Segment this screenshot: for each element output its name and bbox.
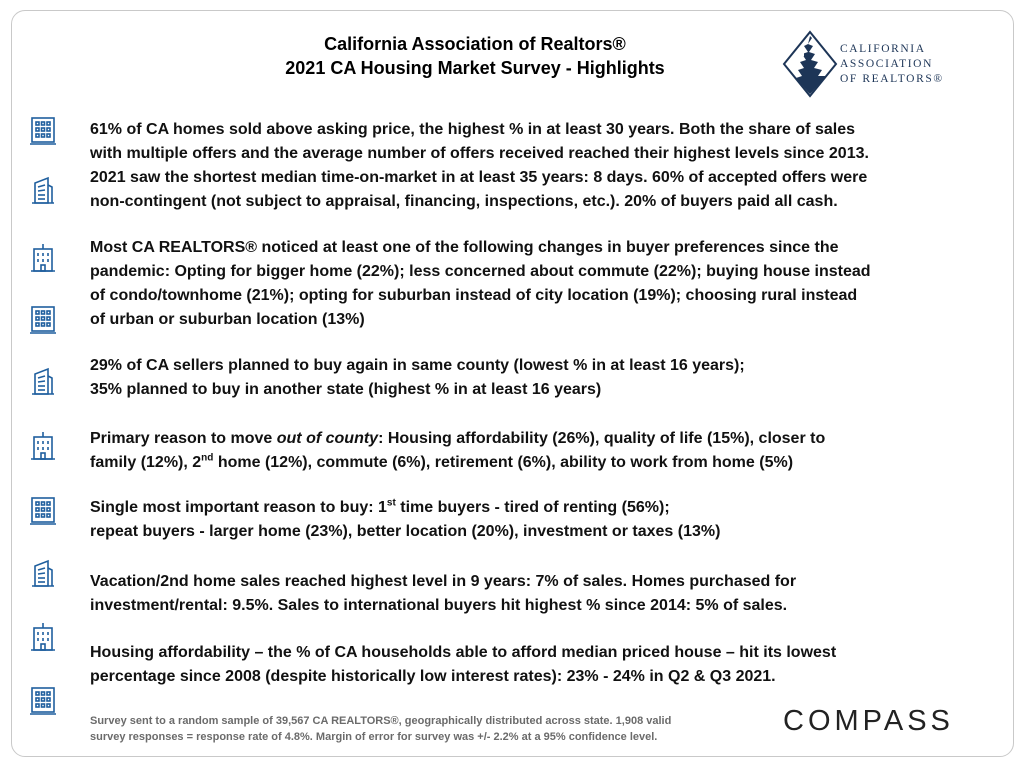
highlight-line: Housing affordability – the % of CA households able to afford median priced house – hit its lowest <box>90 644 837 661</box>
footnote-line-1: Survey sent to a random sample of 39,567 CA REALTORS®, geographically distributed across state. 1,908 valid <box>90 715 672 727</box>
car-logo-text <box>840 42 944 87</box>
highlight-line: of condo/townhome (21%); opting for suburban instead of city location (19%); choosing rural instead <box>90 287 858 304</box>
highlight-item-3 <box>90 354 944 402</box>
highlight-line: 35% planned to buy in another state (highest % in at least 16 years) <box>90 381 602 398</box>
highlight-item-5 <box>90 496 944 544</box>
skyscraper-icon <box>30 366 56 396</box>
highlight-line: repeat buyers - larger home (23%), better location (20%), investment or taxes (13%) <box>90 523 721 540</box>
highlight-line: family (12%), 2nd home (12%), commute (6%), retirement (6%), ability to work from home (5%) <box>90 452 794 471</box>
skyscraper-icon <box>30 175 56 205</box>
car-logo-icon <box>782 30 838 102</box>
highlight-line: non-contingent (not subject to appraisal, financing, inspections, etc.). 20% of buyers paid all cash. <box>90 193 838 210</box>
highlight-line: percentage since 2008 (despite historically low interest rates): 23% - 24% in Q2 & Q3 2021. <box>90 668 776 685</box>
highlight-line: of urban or suburban location (13%) <box>90 311 365 328</box>
title-line-2: 2021 CA Housing Market Survey - Highlights <box>285 58 665 78</box>
highlight-line: 2021 saw the shortest median time-on-market in at least 35 years: 8 days. 60% of accepted offers were <box>90 169 868 186</box>
office-building-icon <box>30 496 56 526</box>
highlight-line: Single most important reason to buy: 1st time buyers - tired of renting (56%); <box>90 497 670 516</box>
office-building-icon <box>30 686 56 716</box>
logo-line-1: CALIFORNIA <box>840 43 926 55</box>
office-building-icon <box>30 305 56 335</box>
apartment-building-icon <box>30 622 56 652</box>
highlight-line: Primary reason to move out of county: Housing affordability (26%), quality of life (15%), closer to <box>90 430 826 447</box>
car-logo <box>782 30 972 102</box>
highlight-item-1 <box>90 118 944 214</box>
highlight-line: 61% of CA homes sold above asking price, the highest % in at least 30 years. Both the share of sales <box>90 121 855 138</box>
apartment-building-icon <box>30 243 56 273</box>
footnote-line-2: survey responses = response rate of 4.8%. Margin of error for survey was +/- 2.2% at a 95% confidence level. <box>90 731 658 743</box>
compass-logo: COMPASS <box>783 705 954 737</box>
highlight-line: Vacation/2nd home sales reached highest level in 9 years: 7% of sales. Homes purchased for <box>90 573 797 590</box>
highlight-line: 29% of CA sellers planned to buy again in same county (lowest % in at least 16 years); <box>90 357 745 374</box>
office-building-icon <box>30 116 56 146</box>
slide-title <box>230 32 720 80</box>
highlight-item-6 <box>90 570 944 618</box>
logo-line-3: OF REALTORS® <box>840 73 944 85</box>
highlight-line: Most CA REALTORS® noticed at least one of the following changes in buyer preferences since the <box>90 239 839 256</box>
emphasis-text: out of county <box>276 430 379 447</box>
highlight-line: pandemic: Opting for bigger home (22%); less concerned about commute (22%); buying house instead <box>90 263 871 280</box>
skyscraper-icon <box>30 558 56 588</box>
highlight-item-2 <box>90 236 944 332</box>
highlight-item-7 <box>90 641 944 689</box>
title-line-1: California Association of Realtors® <box>324 34 626 54</box>
highlight-line: with multiple offers and the average number of offers received reached their highest levels since 2013. <box>90 145 869 162</box>
highlight-line: investment/rental: 9.5%. Sales to international buyers hit highest % since 2014: 5% of sales. <box>90 597 788 614</box>
logo-line-2: ASSOCIATION <box>840 58 933 70</box>
highlight-item-4 <box>90 427 944 475</box>
apartment-building-icon <box>30 431 56 461</box>
survey-footnote <box>90 713 750 745</box>
